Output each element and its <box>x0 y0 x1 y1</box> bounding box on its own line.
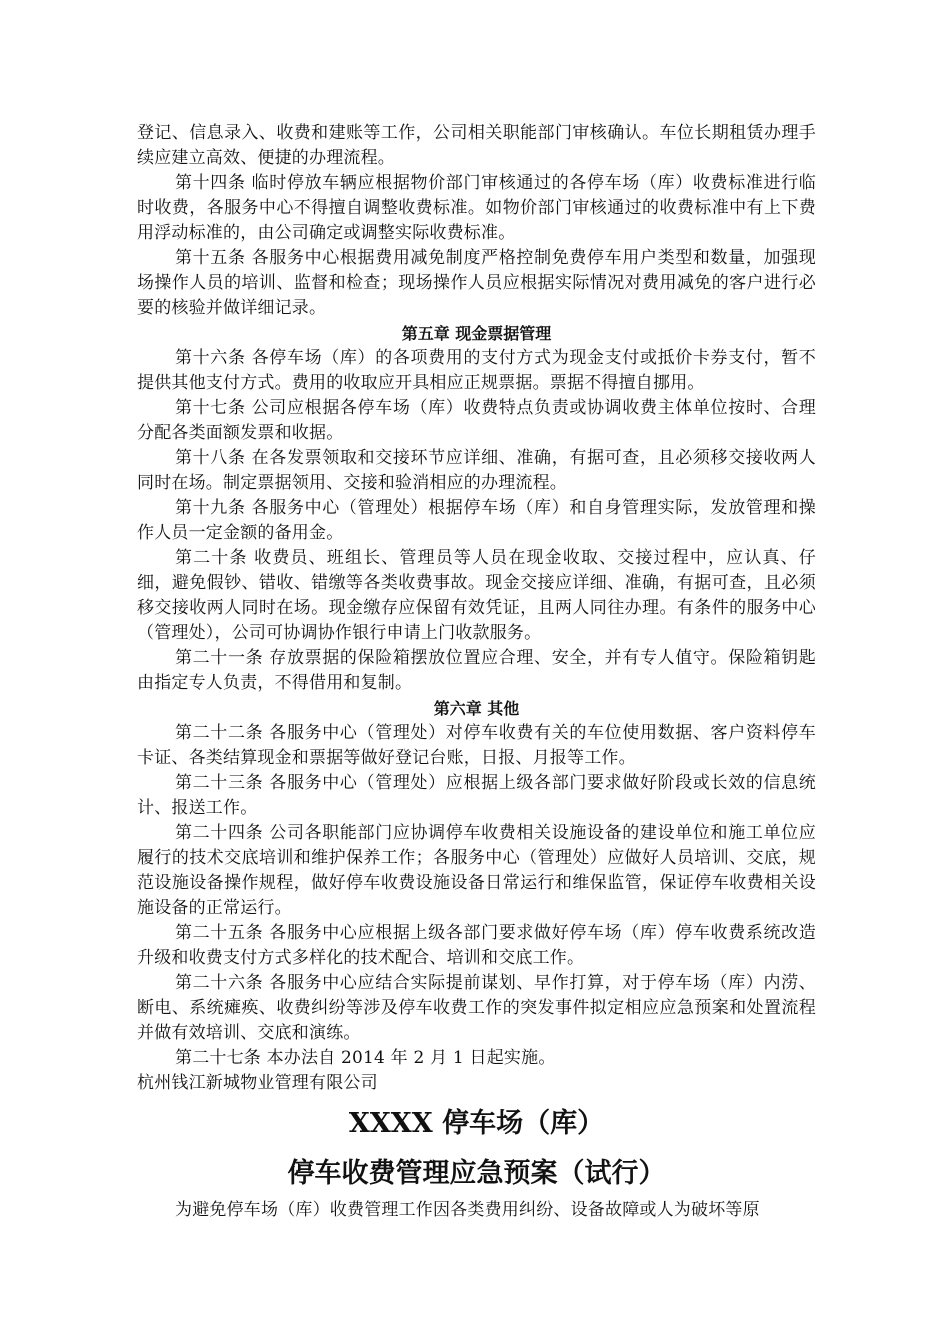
article-19: 第十九条 各服务中心（管理处）根据停车场（库）和自身管理实际，发放管理和操作人员一定金额的备用金。 <box>137 498 816 543</box>
article-27: 第二十七条 本办法自 2014 年 2 月 1 日起实施。 <box>175 1048 556 1068</box>
article-18: 第十八条 在各发票领取和交接环节应详细、准确，有据可查，且必须移交接收两人同时在场。制定票据领用、交接和验消相应的办理流程。 <box>137 448 816 493</box>
article-17: 第十七条 公司应根据各停车场（库）收费特点负责或协调收费主体单位按时、合理分配各类面额发票和收据。 <box>137 398 816 443</box>
chapter-6-title: 第六章 其他 <box>433 699 520 718</box>
article-26: 第二十六条 各服务中心应结合实际提前谋划、早作打算，对于停车场（库）内涝、断电、系统瘫痪、收费纠纷等涉及停车收费工作的突发事件拟定相应应急预案和处置流程并做有效培训、交底和演练。 <box>137 973 816 1043</box>
doc2-title-line2: 停车收费管理应急预案（试行） <box>287 1158 666 1189</box>
chapter-5-title: 第五章 现金票据管理 <box>401 324 552 343</box>
document-page <box>137 121 816 1223</box>
article-15: 第十五条 各服务中心根据费用减免制度严格控制免费停车用户类型和数量，加强现场操作人员的培训、监督和检查；现场操作人员应根据实际情况对费用减免的客户进行必要的核验并做详细记录。 <box>137 248 816 318</box>
article-14: 第十四条 临时停放车辆应根据物价部门审核通过的各停车场（库）收费标准进行临时收费，各服务中心不得擅自调整收费标准。如物价部门审核通过的收费标准中有上下费用浮动标准的，由公司确定或调整实际收费标准。 <box>137 173 816 243</box>
article-20: 第二十条 收费员、班组长、管理员等人员在现金收取、交接过程中，应认真、仔细，避免假钞、错收、错缴等各类收费事故。现金交接应详细、准确，有据可查，且必须移交接收两人同时在场。现金缴存应保留有效凭证，且两人同往办理。有条件的服务中心（管理处），公司可协调协作银行申请上门收款服务。 <box>137 548 816 643</box>
doc2-intro: 为避免停车场（库）收费管理工作因各类费用纠纷、设备故障或人为破坏等原 <box>175 1200 760 1220</box>
doc2-title-line1: XXXX 停车场（库） <box>348 1108 605 1139</box>
article-21: 第二十一条 存放票据的保险箱摆放位置应合理、安全，并有专人值守。保险箱钥匙由指定专人负责，不得借用和复制。 <box>137 648 816 693</box>
article-24: 第二十四条 公司各职能部门应协调停车收费相关设施设备的建设单位和施工单位应履行的技术交底培训和维护保养工作；各服务中心（管理处）应做好人员培训、交底，规范设施设备操作规程，做好停车收费设施设备日常运行和维保监管，保证停车收费相关设施设备的正常运行。 <box>137 823 816 918</box>
paragraph-continuation: 登记、信息录入、收费和建账等工作，公司相关职能部门审核确认。车位长期租赁办理手续应建立高效、便捷的办理流程。 <box>137 123 816 168</box>
article-23: 第二十三条 各服务中心（管理处）应根据上级各部门要求做好阶段或长效的信息统计、报送工作。 <box>137 773 816 818</box>
article-22: 第二十二条 各服务中心（管理处）对停车收费有关的车位使用数据、客户资料停车卡证、各类结算现金和票据等做好登记台账，日报、月报等工作。 <box>137 723 816 768</box>
company-signature: 杭州钱江新城物业管理有限公司 <box>137 1073 378 1093</box>
article-16: 第十六条 各停车场（库）的各项费用的支付方式为现金支付或抵价卡券支付，暂不提供其他支付方式。费用的收取应开具相应正规票据。票据不得擅自挪用。 <box>137 348 816 393</box>
article-25: 第二十五条 各服务中心应根据上级各部门要求做好停车场（库）停车收费系统改造升级和收费支付方式多样化的技术配合、培训和交底工作。 <box>137 923 816 968</box>
